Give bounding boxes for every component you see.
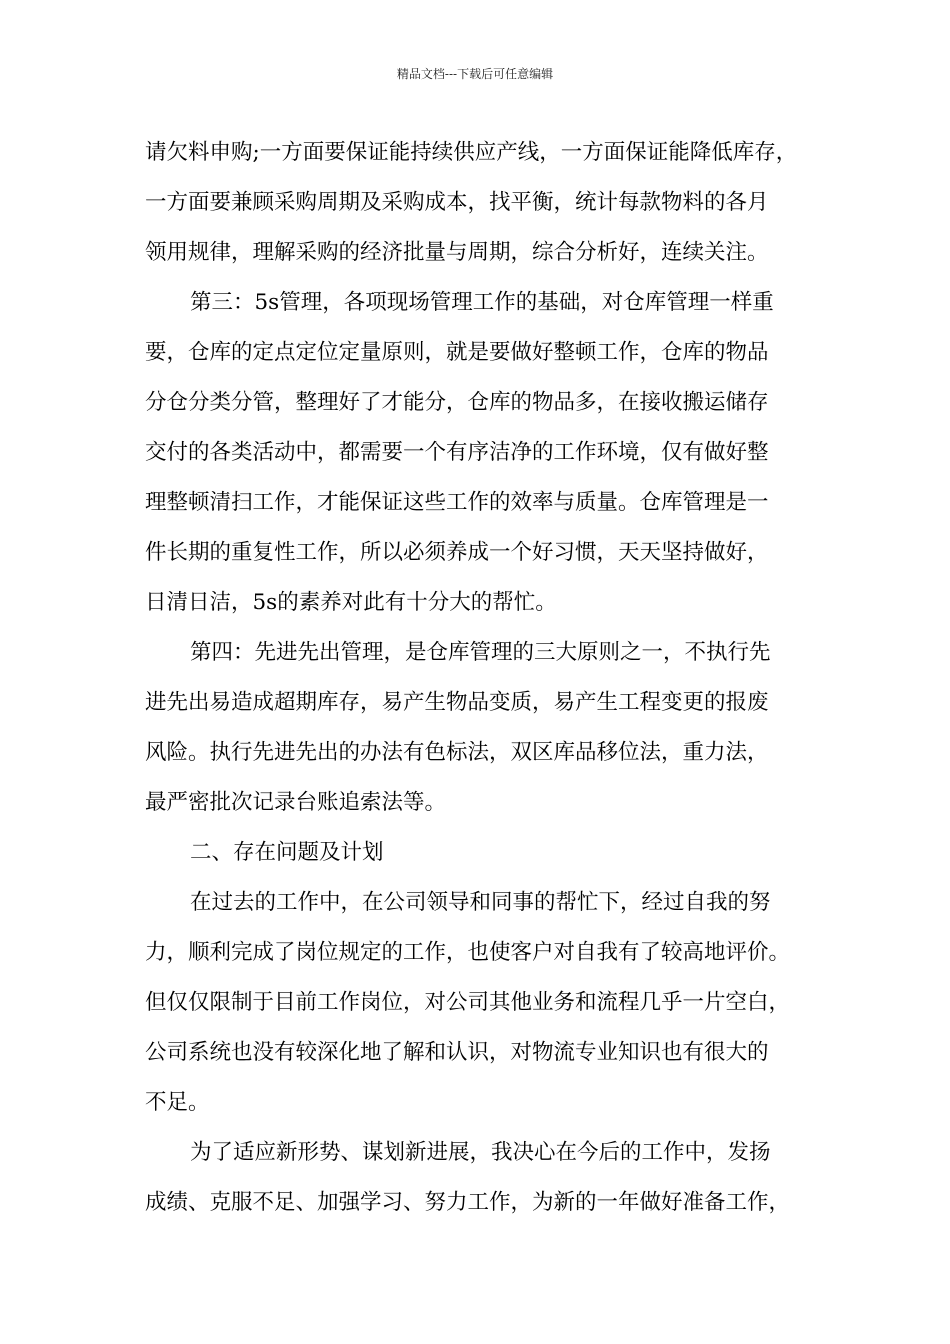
text-line: 理整顿清扫工作，才能保证这些工作的效率与质量。仓库管理是一 <box>145 490 769 515</box>
text-line: 力，顺利完成了岗位规定的工作，也使客户对自我有了较高地评价。 <box>145 940 791 965</box>
text-line: 风险。执行先进先出的办法有色标法，双区库品移位法，重力法， <box>145 740 769 765</box>
text-line: 但仅仅限制于目前工作岗位，对公司其他业务和流程几乎一片空白， <box>145 990 791 1015</box>
text-line: 最严密批次记录台账追索法等。 <box>145 790 447 815</box>
text-line: 一方面要兼顾采购周期及采购成本，找平衡，统计每款物料的各月 <box>145 190 769 215</box>
text-line: 不足。 <box>145 1090 210 1115</box>
paragraph-start-line: 第四：先进先出管理，是仓库管理的三大原则之一，不执行先 <box>190 640 771 665</box>
section-heading: 二、存在问题及计划 <box>190 840 384 865</box>
text-line: 交付的各类活动中，都需要一个有序洁净的工作环境，仅有做好整 <box>145 440 769 465</box>
text-line: 要，仓库的定点定位定量原则，就是要做好整顿工作，仓库的物品 <box>145 340 769 365</box>
text-line: 日清日洁，5s的素养对此有十分大的帮忙。 <box>145 590 557 615</box>
paragraph-start-line: 第三：5s管理，各项现场管理工作的基础，对仓库管理一样重 <box>190 290 774 315</box>
text-line: 进先出易造成超期库存，易产生物品变质，易产生工程变更的报废 <box>145 690 769 715</box>
document-body <box>145 128 825 1228</box>
text-line: 公司系统也没有较深化地了解和认识，对物流专业知识也有很大的 <box>145 1040 769 1065</box>
text-line: 成绩、克服不足、加强学习、努力工作，为新的一年做好准备工作， <box>145 1190 791 1215</box>
text-line: 请欠料申购;一方面要保证能持续供应产线，一方面保证能降低库存， <box>145 140 798 165</box>
text-line: 领用规律，理解采购的经济批量与周期，综合分析好，连续关注。 <box>145 240 769 265</box>
paragraph-start-line: 在过去的工作中，在公司领导和同事的帮忙下，经过自我的努 <box>190 890 771 915</box>
page-header: 精品文档---下载后可任意编辑 <box>396 67 554 81</box>
paragraph-start-line: 为了适应新形势、谋划新进展，我决心在今后的工作中，发扬 <box>190 1140 771 1165</box>
text-line: 件长期的重复性工作，所以必须养成一个好习惯，天天坚持做好， <box>145 540 769 565</box>
text-line: 分仓分类分管，整理好了才能分，仓库的物品多，在接收搬运储存 <box>145 390 769 415</box>
